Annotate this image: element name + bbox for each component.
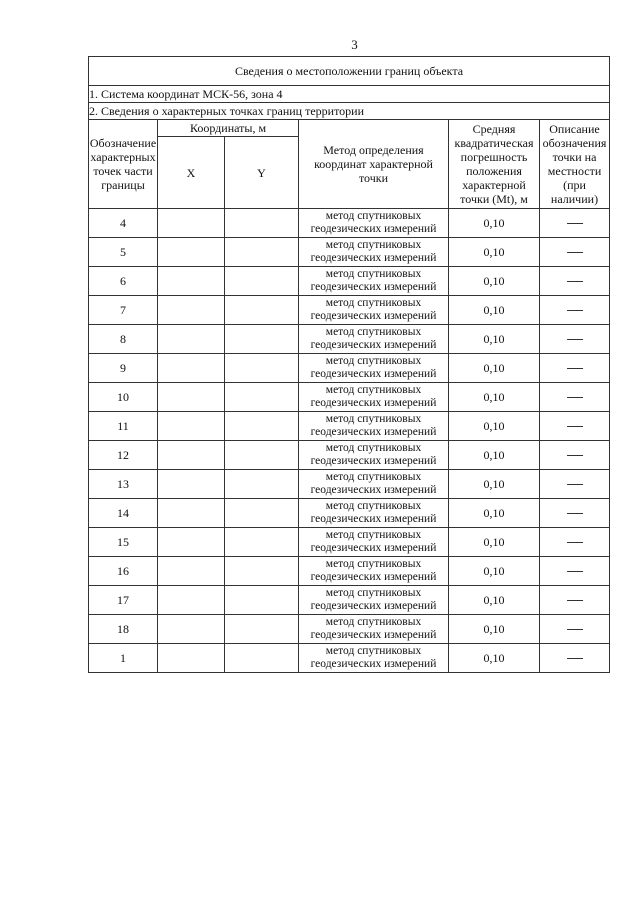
y-cell [225,557,299,586]
method-line2: геодезических измерений [310,658,437,670]
method-line2: геодезических измерений [310,310,437,322]
description-cell [540,586,610,615]
method-cell [299,267,449,296]
method-line1: метод спутниковых [325,500,422,512]
coordinate-system-row: 1. Система координат МСК-56, зона 4 [89,86,610,103]
dash-mark [567,542,583,543]
table-row [89,238,610,267]
table-row [89,557,610,586]
y-cell [225,383,299,412]
method-cell [299,470,449,499]
dash-mark [567,513,583,514]
point-number: 8 [89,325,158,354]
table-row [89,412,610,441]
accuracy-cell: 0,10 [449,325,540,354]
accuracy-cell: 0,10 [449,267,540,296]
header-accuracy: Средняя квадратическая погрешность положения характерной точки (Mt), м [449,120,540,209]
description-cell [540,528,610,557]
description-cell [540,238,610,267]
dash-mark [567,310,583,311]
method-cell [299,615,449,644]
method-line1: метод спутниковых [325,384,422,396]
method-line2: геодезических измерений [310,426,437,438]
method-line1: метод спутниковых [325,210,422,222]
x-cell [158,644,225,673]
table-row [89,296,610,325]
accuracy-cell: 0,10 [449,383,540,412]
table-row [89,354,610,383]
point-number: 6 [89,267,158,296]
dash-mark [567,426,583,427]
table-row [89,528,610,557]
header-description: Описание обозначения точки на местности (при наличии) [540,120,610,209]
table-row [89,499,610,528]
x-cell [158,528,225,557]
method-line2: геодезических измерений [310,513,437,525]
point-number: 11 [89,412,158,441]
accuracy-cell: 0,10 [449,238,540,267]
y-cell [225,499,299,528]
dash-mark [567,455,583,456]
x-cell [158,615,225,644]
method-line2: геодезических измерений [310,252,437,264]
method-line2: геодезических измерений [310,223,437,235]
y-cell [225,528,299,557]
y-cell [225,267,299,296]
method-line2: геодезических измерений [310,542,437,554]
y-cell [225,441,299,470]
point-number: 18 [89,615,158,644]
point-number: 17 [89,586,158,615]
description-cell [540,557,610,586]
header-method: Метод определения координат характерной точки [299,120,449,209]
point-number: 10 [89,383,158,412]
method-line1: метод спутниковых [325,268,422,280]
header-coords: Координаты, м [158,120,299,137]
table-row [89,209,610,238]
method-cell [299,499,449,528]
accuracy-cell: 0,10 [449,557,540,586]
accuracy-cell: 0,10 [449,441,540,470]
dash-mark [567,600,583,601]
accuracy-cell: 0,10 [449,470,540,499]
header-y: Y [225,137,299,209]
method-cell [299,412,449,441]
x-cell [158,325,225,354]
accuracy-cell: 0,10 [449,354,540,383]
x-cell [158,586,225,615]
y-cell [225,644,299,673]
dash-mark [567,281,583,282]
y-cell [225,325,299,354]
method-line1: метод спутниковых [325,471,422,483]
method-line2: геодезических измерений [310,339,437,351]
y-cell [225,470,299,499]
point-number: 9 [89,354,158,383]
point-number: 16 [89,557,158,586]
description-cell [540,441,610,470]
boundary-points-table [88,56,610,673]
table-title: Сведения о местоположении границ объекта [89,57,610,86]
table-row [89,441,610,470]
y-cell [225,238,299,267]
table-row [89,586,610,615]
description-cell [540,615,610,644]
y-cell [225,412,299,441]
accuracy-cell: 0,10 [449,615,540,644]
method-line1: метод спутниковых [325,587,422,599]
method-line2: геодезических измерений [310,397,437,409]
header-x: X [158,137,225,209]
table-row [89,470,610,499]
method-cell [299,354,449,383]
dash-mark [567,368,583,369]
method-cell [299,383,449,412]
x-cell [158,412,225,441]
table-row [89,267,610,296]
description-cell [540,209,610,238]
y-cell [225,586,299,615]
method-cell [299,296,449,325]
x-cell [158,383,225,412]
description-cell [540,383,610,412]
point-number: 4 [89,209,158,238]
table-row [89,383,610,412]
method-cell [299,528,449,557]
y-cell [225,296,299,325]
y-cell [225,209,299,238]
method-line1: метод спутниковых [325,645,422,657]
point-number: 1 [89,644,158,673]
method-line2: геодезических измерений [310,484,437,496]
dash-mark [567,223,583,224]
accuracy-cell: 0,10 [449,296,540,325]
point-number: 12 [89,441,158,470]
method-cell [299,209,449,238]
description-cell [540,267,610,296]
accuracy-cell: 0,10 [449,644,540,673]
x-cell [158,267,225,296]
method-cell [299,441,449,470]
point-number: 15 [89,528,158,557]
description-cell [540,412,610,441]
dash-mark [567,629,583,630]
x-cell [158,354,225,383]
point-number: 13 [89,470,158,499]
method-line1: метод спутниковых [325,529,422,541]
method-line1: метод спутниковых [325,413,422,425]
method-line1: метод спутниковых [325,558,422,570]
x-cell [158,238,225,267]
dash-mark [567,484,583,485]
accuracy-cell: 0,10 [449,209,540,238]
point-number: 5 [89,238,158,267]
description-cell [540,296,610,325]
x-cell [158,209,225,238]
x-cell [158,441,225,470]
method-cell [299,325,449,354]
description-cell [540,470,610,499]
dash-mark [567,397,583,398]
method-line2: геодезических измерений [310,368,437,380]
method-cell [299,586,449,615]
description-cell [540,644,610,673]
method-cell [299,238,449,267]
accuracy-cell: 0,10 [449,586,540,615]
point-number: 14 [89,499,158,528]
dash-mark [567,339,583,340]
method-line2: геодезических измерений [310,629,437,641]
method-line2: геодезических измерений [310,600,437,612]
accuracy-cell: 0,10 [449,412,540,441]
description-cell [540,325,610,354]
page-number: 3 [351,37,358,52]
method-line1: метод спутниковых [325,616,422,628]
method-line1: метод спутниковых [325,326,422,338]
method-line1: метод спутниковых [325,239,422,251]
x-cell [158,470,225,499]
accuracy-cell: 0,10 [449,528,540,557]
method-cell [299,644,449,673]
x-cell [158,557,225,586]
method-line1: метод спутниковых [325,442,422,454]
dash-mark [567,658,583,659]
accuracy-cell: 0,10 [449,499,540,528]
dash-mark [567,571,583,572]
description-cell [540,499,610,528]
method-line1: метод спутниковых [325,355,422,367]
method-line2: геодезических измерений [310,455,437,467]
method-line2: геодезических измерений [310,281,437,293]
y-cell [225,615,299,644]
header-point: Обозначение характерных точек части границы [89,120,158,209]
x-cell [158,499,225,528]
description-cell [540,354,610,383]
y-cell [225,354,299,383]
method-cell [299,557,449,586]
table-row [89,644,610,673]
dash-mark [567,252,583,253]
x-cell [158,296,225,325]
point-number: 7 [89,296,158,325]
method-line1: метод спутниковых [325,297,422,309]
method-line2: геодезических измерений [310,571,437,583]
table-row [89,615,610,644]
table-row [89,325,610,354]
points-section-row: 2. Сведения о характерных точках границ территории [89,103,610,120]
